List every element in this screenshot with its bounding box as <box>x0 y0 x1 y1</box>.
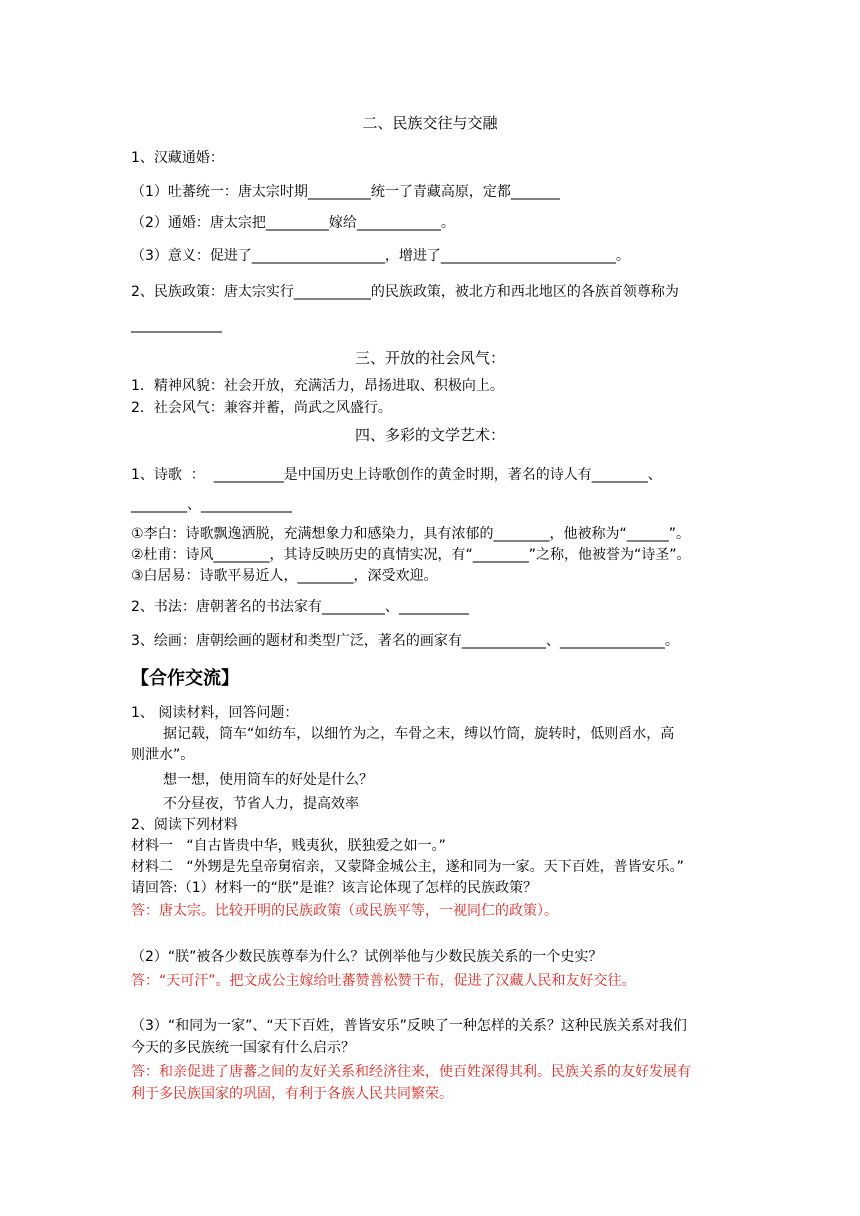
question-line: （2）“朕”被各少数民族尊奉为什么？试例举他与少数民族关系的一个史实？ <box>131 949 603 965</box>
section4-title: 四、多彩的文学艺术： <box>354 426 505 444</box>
text-line: 1、 阅读材料，回答问题： <box>131 705 299 721</box>
text-line: ③白居易：诗歌平易近人，________，深受欢迎。 <box>131 568 438 584</box>
section2-title: 二、民族交往与交融 <box>362 114 498 132</box>
text-line: ________、_____________ <box>131 497 292 513</box>
text-line: 材料二 “外甥是先皇帝舅宿亲，又蒙降金城公主，遂和同为一家。天下百姓，普皆安乐。” <box>131 859 684 875</box>
answer-line: 利于多民族国家的巩固，有利于各族人民共同繁荣。 <box>131 1086 453 1102</box>
text-line: 想一想，使用筒车的好处是什么？ <box>163 772 373 788</box>
text-line: _____________ <box>131 317 222 333</box>
text-line: 3、绘画：唐朝绘画的题材和类型广泛，著名的画家有____________、_______________。 <box>131 633 679 649</box>
section3-title: 三、开放的社会风气： <box>354 349 505 367</box>
text-line: 2、民族政策：唐太宗实行___________的民族政策，被北方和西北地区的各族首领尊称为 <box>131 284 679 300</box>
text-line: 1、诗歌 ： __________是中国历史上诗歌创作的黄金时期，著名的诗人有________、 <box>131 467 662 483</box>
text-line: 材料一 “自古皆贵中华，贱夷狄，朕独爱之如一。” <box>131 838 446 854</box>
text-line: 据记载，筒车“如纺车，以细竹为之，车骨之末，缚以竹筒，旋转时，低则舀水，高 <box>163 726 675 742</box>
text-line: （1）吐蕃统一：唐太宗时期_________统一了青藏高原，定都_______ <box>131 184 560 200</box>
text-line: ②杜甫：诗风________，其诗反映历史的真情实况，有“________”之称，他被誉为“诗圣”。 <box>131 547 691 563</box>
text-line: 则泄水”。 <box>131 747 195 763</box>
answer-line: 答：“天可汗”。把文成公主嫁给吐蕃赞普松赞干布，促进了汉藏人民和友好交往。 <box>131 973 636 989</box>
text-line: ①李白：诗歌飘逸洒脱，充满想象力和感染力，具有浓郁的________，他被称为“______”。 <box>131 526 691 542</box>
text-line: 2．社会风气：兼容并蓄，尚武之风盛行。 <box>131 400 392 416</box>
text-line: 不分昼夜，节省人力，提高效率 <box>163 796 359 812</box>
text-line: （3）意义：促进了___________________，增进了_________________________。 <box>131 248 630 264</box>
text-line: 2、阅读下列材料 <box>131 817 238 833</box>
answer-line: 答：和亲促进了唐蕃之间的友好关系和经济往来，使百姓深得其利。民族关系的友好发展有 <box>131 1064 691 1080</box>
question-line: （3）“和同为一家”、“天下百姓，普皆安乐”反映了一种怎样的关系？这种民族关系对我们 <box>131 1018 687 1034</box>
text-line: 1．精神风貌：社会开放，充满活力，昂扬进取、积极向上。 <box>131 378 504 394</box>
text-line: （2）通婚：唐太宗把_________嫁给____________。 <box>131 215 455 231</box>
answer-line: 答：唐太宗。比较开明的民族政策（或民族平等，一视同仁的政策）。 <box>131 903 558 919</box>
text-line: 2、书法：唐朝著名的书法家有_________、__________ <box>131 599 469 615</box>
text-line: 请回答:（1）材料一的“朕”是谁？该言论体现了怎样的民族政策？ <box>131 880 538 896</box>
text-line: 1、汉藏通婚： <box>131 150 224 166</box>
question-line: 今天的多民族统一国家有什么启示？ <box>131 1040 355 1056</box>
coop-title: 【合作交流】 <box>131 668 239 689</box>
